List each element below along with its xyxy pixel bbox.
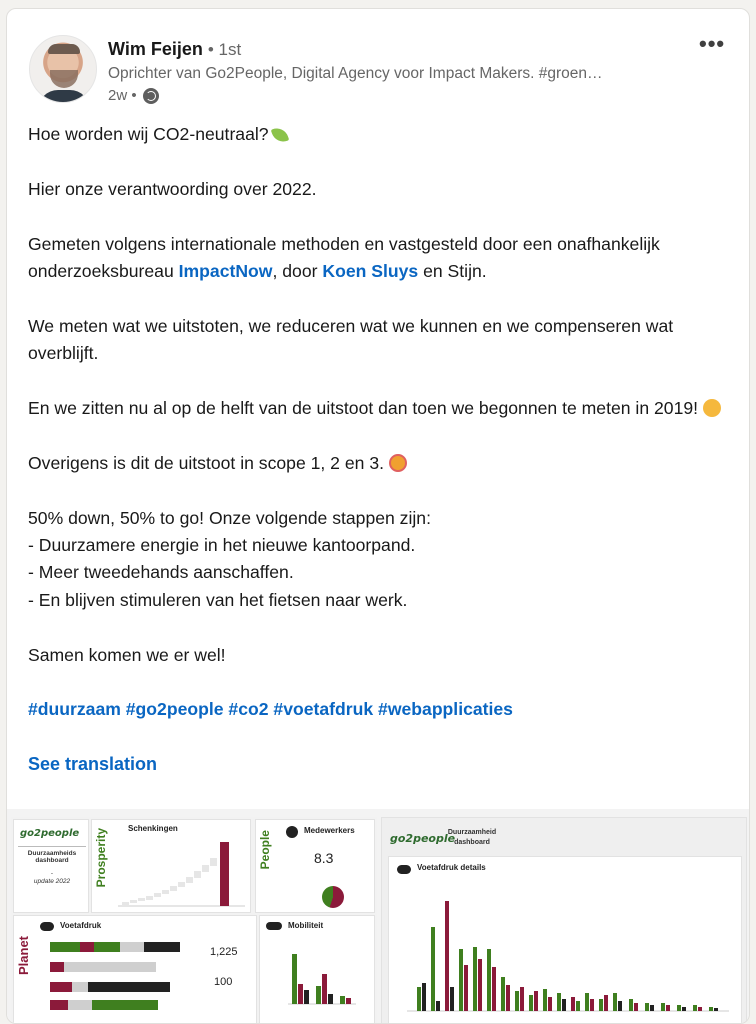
prosperity-label: Prosperity	[94, 828, 108, 888]
people-label: People	[258, 830, 272, 870]
voetafdruk-title: Voetafdruk	[60, 921, 102, 930]
donut-chart	[322, 886, 344, 908]
dashboard-title: Duurzaamheids dashboard	[27, 850, 77, 864]
see-translation-link[interactable]: See translation	[28, 754, 158, 775]
smiley-icon	[286, 826, 298, 838]
voetafdruk-value-2: 100	[214, 976, 233, 988]
mobiliteit-panel	[259, 915, 375, 1024]
more-horizontal-icon[interactable]: •••	[699, 31, 726, 56]
mobiliteit-title: Mobiliteit	[288, 921, 324, 930]
medewerkers-value: 8.3	[314, 850, 334, 866]
paragraph-4: We meten wat we uitstoten, we reduceren wat we kunnen en we compenseren wat overblijft.	[28, 315, 674, 364]
people-panel	[255, 819, 375, 913]
voetafdruk-bars	[42, 936, 182, 1022]
paragraph-2: Hier onze verantwoording over 2022.	[28, 178, 317, 199]
schenkingen-chart	[110, 836, 250, 912]
step-item-3: - En blijven stimuleren van het fietsen naar werk.	[28, 589, 408, 610]
step-item-1: - Duurzamere energie in het nieuwe kantoorpand.	[28, 535, 416, 555]
post-body	[28, 121, 728, 779]
cloud-icon-right	[397, 865, 411, 874]
author-name[interactable]: Wim Feijen	[108, 39, 203, 59]
paragraph-closing: Samen komen we er wel!	[28, 644, 226, 665]
logo-block: go2people Duurzaamheids dashboard - update 2022	[13, 819, 89, 913]
voetafdruk-details-chart	[403, 887, 733, 1023]
steps-intro: 50% down, 50% to go! Onze volgende stappen zijn:	[28, 507, 431, 528]
step-item-2: - Meer tweedehands aanschaffen.	[28, 562, 294, 583]
voetafdruk-value-1: 1,225	[210, 946, 238, 958]
koen-sluys-link[interactable]: Koen Sluys	[322, 261, 419, 281]
post-meta	[108, 87, 159, 104]
medewerkers-title: Medewerkers	[304, 826, 355, 835]
paragraph-1: Hoe worden wij CO2-neutraal?	[28, 121, 728, 148]
author-avatar[interactable]	[29, 35, 97, 103]
globe-icon	[143, 88, 159, 104]
dashboard-image-left[interactable]	[11, 817, 377, 1024]
car-icon	[266, 922, 282, 930]
zany-face-emoji-icon	[389, 454, 407, 472]
author-headline: Oprichter van Go2People, Digital Agency voor Impact Makers. #groen…	[108, 65, 603, 82]
hashtags[interactable]: #duurzaam #go2people #co2 #voetafdruk #webapplicaties	[28, 699, 513, 720]
prosperity-panel	[91, 819, 251, 913]
go2people-logo-right: go2people	[390, 832, 456, 845]
schenkingen-title: Schenkingen	[128, 824, 178, 833]
update-label: update 2022	[33, 878, 71, 885]
post-images[interactable]	[7, 809, 750, 1024]
post-time: 2w •	[108, 87, 137, 104]
voetafdruk-details-title: Voetafdruk details	[417, 863, 486, 872]
paragraph-3: Gemeten volgens internationale methoden en vastgesteld door een onafhankelijk onderzoeksbureau ImpactNow, door Koen Sluys en Stijn.	[28, 233, 660, 281]
planet-label: Planet	[16, 936, 31, 976]
voetafdruk-details-panel	[388, 856, 742, 1024]
author-name-row	[108, 39, 241, 60]
leaf-emoji-icon	[271, 125, 290, 145]
cloud-icon	[40, 922, 54, 931]
right-dashboard-title: Duurzaamheid dashboard	[447, 829, 497, 846]
dashboard-image-right[interactable]	[381, 817, 747, 1024]
post-card	[6, 8, 750, 1024]
connection-degree: • 1st	[207, 40, 242, 59]
planet-panel	[13, 915, 257, 1024]
go2people-logo: go2people	[20, 828, 80, 839]
mobiliteit-chart	[270, 938, 370, 1008]
paragraph-5: En we zitten nu al op de helft van de uitstoot dan toen we begonnen te meten in 2019!	[28, 395, 728, 422]
paragraph-6: Overigens is dit de uitstoot in scope 1, 2 en 3.	[28, 450, 728, 477]
impactnow-link[interactable]: ImpactNow	[178, 261, 273, 281]
smile-emoji-icon	[703, 399, 721, 417]
